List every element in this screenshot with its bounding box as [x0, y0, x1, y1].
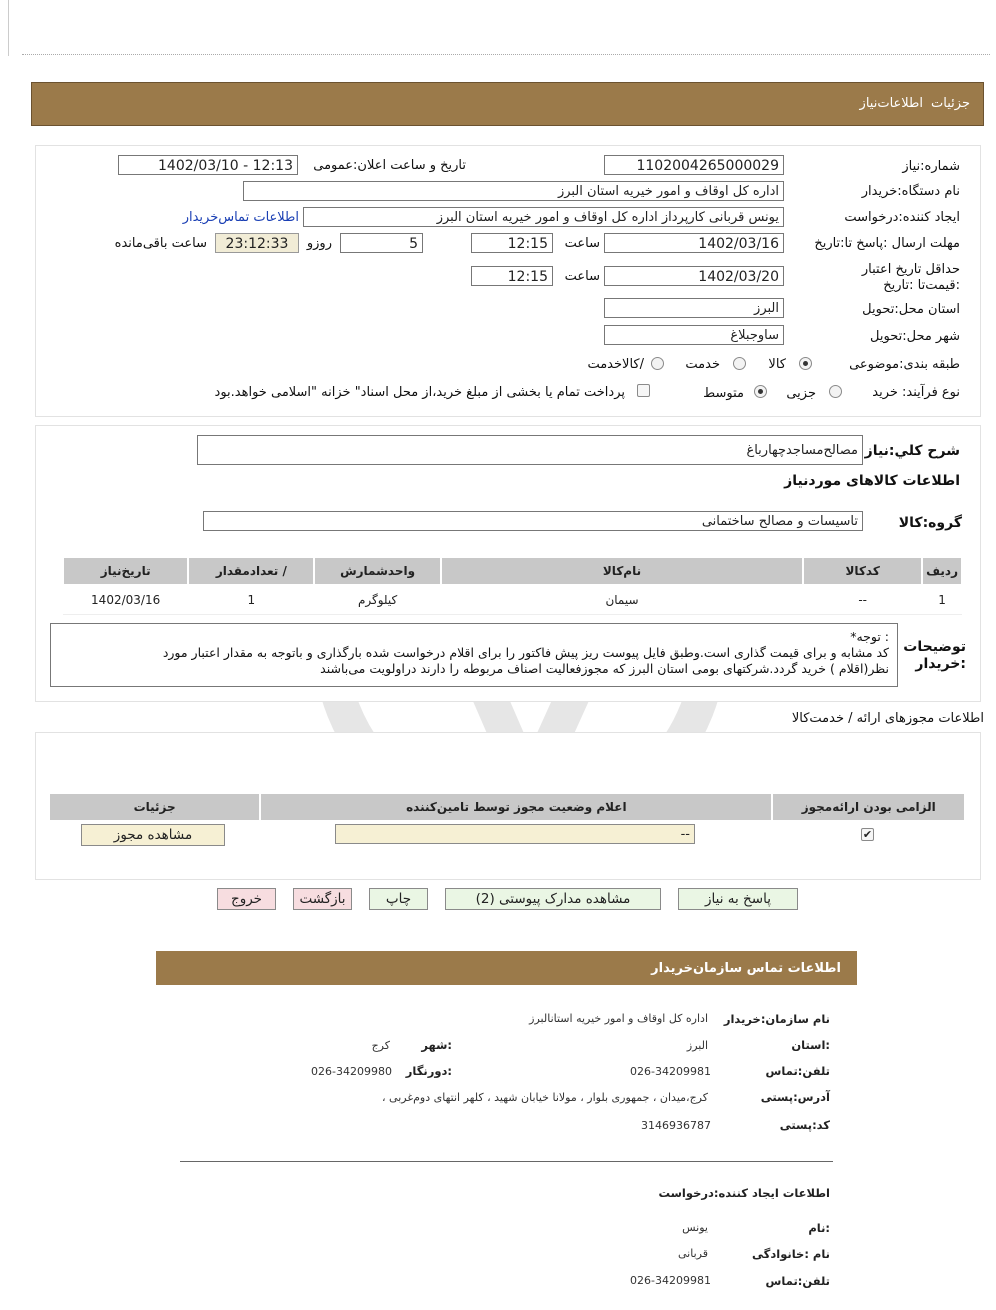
- category-both-text: /کالاخدمت: [587, 357, 644, 372]
- view-attachments-button[interactable]: مشاهده مدارک پیوستی (2): [445, 888, 661, 910]
- creator-family-label: نام :خانوادگی: [752, 1247, 830, 1261]
- exit-button[interactable]: خروج: [217, 888, 276, 910]
- validity-date-field: 1402/03/20: [604, 266, 784, 286]
- col-unit: واحدشمارش: [314, 557, 440, 585]
- treasury-payment-note: پرداخت تمام یا بخشی از مبلغ خرید،از محل اسناد" خزانه "اسلامی خواهد.بود: [214, 385, 625, 400]
- contact-phone-value: 026-34209981: [630, 1065, 711, 1078]
- col-need-date: تاریخ‌نیاز: [63, 557, 188, 585]
- category-both-radio[interactable]: [651, 357, 664, 370]
- col-goods-name: نام‌کالا: [441, 557, 804, 585]
- notes-line-3: نظر(اقلام ) خرید گردد.شرکتهای بومی استان البرز که مجوزفعالیت اصناف مربوطه را دارند دراولویت می‌باشند: [320, 661, 889, 676]
- goods-group-field: تاسیسات و مصالح ساختمانی: [203, 511, 863, 531]
- treasury-payment-checkbox[interactable]: [637, 384, 650, 397]
- cell-unit: کیلوگرم: [314, 585, 440, 615]
- cell-need-date: 1402/03/16: [63, 585, 188, 615]
- cell-quantity: 1: [188, 585, 314, 615]
- notes-line-1: : توجه*: [850, 629, 889, 644]
- permits-table: [48, 792, 966, 822]
- days-field: 5: [340, 233, 423, 253]
- contact-fax-value: 026-34209980: [311, 1065, 392, 1078]
- cell-goods-code: --: [803, 585, 922, 615]
- remaining-timer: 23:12:33: [215, 233, 299, 253]
- deadline-label: مهلت ارسال :پاسخ تا:تاریخ: [814, 236, 960, 251]
- table-row[interactable]: [63, 585, 962, 615]
- goods-table: [62, 556, 963, 615]
- back-button[interactable]: بازگشت: [293, 888, 352, 910]
- cell-goods-name: سیمان: [441, 585, 804, 615]
- col-permit-status: اعلام وضعیت مجوز توسط تامین‌کننده: [260, 793, 772, 821]
- process-medium-radio[interactable]: [754, 385, 767, 398]
- category-goods-text: کالا: [768, 357, 786, 372]
- buyer-contact-bar: [156, 951, 857, 985]
- tab-details[interactable]: جزئیات: [931, 96, 970, 111]
- need-number-label: شماره:نیاز: [902, 159, 960, 174]
- permit-status-field: --: [335, 824, 695, 844]
- validity-time-field: 12:15: [471, 266, 553, 286]
- buyer-org-label: نام دستگاه:خریدار: [861, 184, 960, 199]
- creator-name-label: :نام: [808, 1221, 830, 1235]
- contact-address-label: آدرس:پستی: [760, 1090, 830, 1104]
- validity-label: حداقل تاریخ اعتبار :قیمت‌تا :تاریخ: [861, 262, 960, 293]
- goods-info-title: اطلاعات کالاهای موردنیاز: [784, 473, 960, 489]
- requester-field: یونس قربانی کارپرداز اداره کل اوقاف و امور خیریه استان البرز: [303, 207, 784, 227]
- col-goods-code: کدکالا: [803, 557, 922, 585]
- notes-line-2: کد مشابه و برای قیمت گذاری است.وطبق فایل پیوست ریز پیش فاکتور را برای اقلام درخواست شده بارگذاری و باتوجه به مقدار اعتبار مورد: [162, 645, 889, 660]
- category-label: طبقه بندی:موضوعی: [849, 357, 960, 372]
- contact-org-label: نام سازمان:خریدار: [723, 1012, 830, 1026]
- tab-need-info[interactable]: اطلاعات‌نیاز: [859, 96, 923, 111]
- remaining-label: ساعت باقی‌مانده: [114, 236, 207, 251]
- creator-phone-label: تلفن:تماس: [765, 1274, 830, 1288]
- buyer-contact-title: اطلاعات تماس سازمان‌خریدار: [651, 961, 841, 976]
- requester-label: ایجاد کننده:درخواست: [844, 210, 960, 225]
- announce-datetime-field: 1402/03/10 - 12:13: [118, 155, 298, 175]
- city-field: ساوجبلاغ: [604, 325, 784, 345]
- print-button[interactable]: چاپ: [369, 888, 428, 910]
- category-goods-radio[interactable]: [799, 357, 812, 370]
- details-header-bar: [31, 82, 984, 126]
- process-minor-radio[interactable]: [829, 385, 842, 398]
- contact-phone-label: تلفن:تماس: [765, 1064, 830, 1078]
- process-medium-text: متوسط: [703, 386, 744, 401]
- creator-name-value: یونس: [682, 1221, 708, 1234]
- contact-province-label: :استان: [791, 1038, 830, 1052]
- creator-family-value: قربانی: [678, 1247, 708, 1260]
- contact-city-value: کرج: [371, 1039, 390, 1052]
- permits-title: اطلاعات مجوزهای ارائه / خدمت‌کالا: [791, 711, 984, 726]
- contact-org-value: اداره کل اوقاف و امور خیریه استانالبرز: [529, 1012, 708, 1025]
- category-service-radio[interactable]: [733, 357, 746, 370]
- col-row: ردیف: [922, 557, 962, 585]
- permit-required-checkbox[interactable]: ✔: [862, 828, 873, 841]
- view-permit-button[interactable]: مشاهده مجوز: [81, 824, 225, 846]
- creator-info-title: اطلاعات ایجاد کننده:درخواست: [658, 1186, 830, 1200]
- city-label: شهر محل:تحویل: [870, 329, 960, 344]
- province-field: البرز: [604, 298, 784, 318]
- buyer-org-field: اداره کل اوقاف و امور خیریه استان البرز: [243, 181, 784, 201]
- col-permit-details: جزئیات: [49, 793, 260, 821]
- announce-label: تاریخ و ساعت اعلان:عمومی: [313, 158, 466, 173]
- buyer-notes-box: [50, 623, 898, 687]
- col-permit-required: الزامی بودن ارائه‌مجوز: [772, 793, 965, 821]
- days-label: روزو: [306, 236, 332, 251]
- buyer-notes-label: توضیحات :خریدار: [903, 639, 966, 672]
- process-minor-text: جزیی: [786, 386, 816, 401]
- contact-province-value: البرز: [686, 1039, 708, 1052]
- deadline-date-field: 1402/03/16: [604, 233, 784, 253]
- province-label: استان محل:تحویل: [862, 302, 960, 317]
- deadline-time-label: ساعت: [564, 236, 600, 251]
- page-left-rule: [8, 0, 9, 56]
- creator-phone-value: 026-34209981: [630, 1274, 711, 1287]
- top-divider: [22, 54, 990, 55]
- contact-city-label: :شهر: [421, 1038, 452, 1052]
- contact-postal-value: 3146936787: [641, 1119, 711, 1132]
- need-number-field: 1102004265000029: [604, 155, 784, 175]
- description-field: مصالح‌مساجدچهارباغ: [197, 435, 863, 465]
- reply-button[interactable]: پاسخ به نیاز: [678, 888, 798, 910]
- contact-fax-label: :دورنگار: [405, 1064, 452, 1078]
- buyer-contact-link[interactable]: اطلاعات تماس‌خریدار: [182, 210, 299, 225]
- contact-divider: [180, 1161, 833, 1162]
- deadline-time-field: 12:15: [471, 233, 553, 253]
- category-service-text: خدمت: [685, 357, 720, 372]
- contact-address-value: کرج،میدان ، جمهوری بلوار ، مولانا خیابان شهید ، کلهر انتهای دوم‌غربی ،: [382, 1091, 708, 1104]
- cell-row: 1: [922, 585, 962, 615]
- validity-time-label: ساعت: [564, 269, 600, 284]
- process-label: نوع فرآیند: خرید: [872, 385, 960, 400]
- description-label: شرح کلي:نیاز: [864, 443, 960, 459]
- col-quantity: / تعدادمقدار: [188, 557, 314, 585]
- goods-group-label: گروه:کالا: [898, 515, 962, 531]
- contact-postal-label: کد:پستی: [779, 1118, 830, 1132]
